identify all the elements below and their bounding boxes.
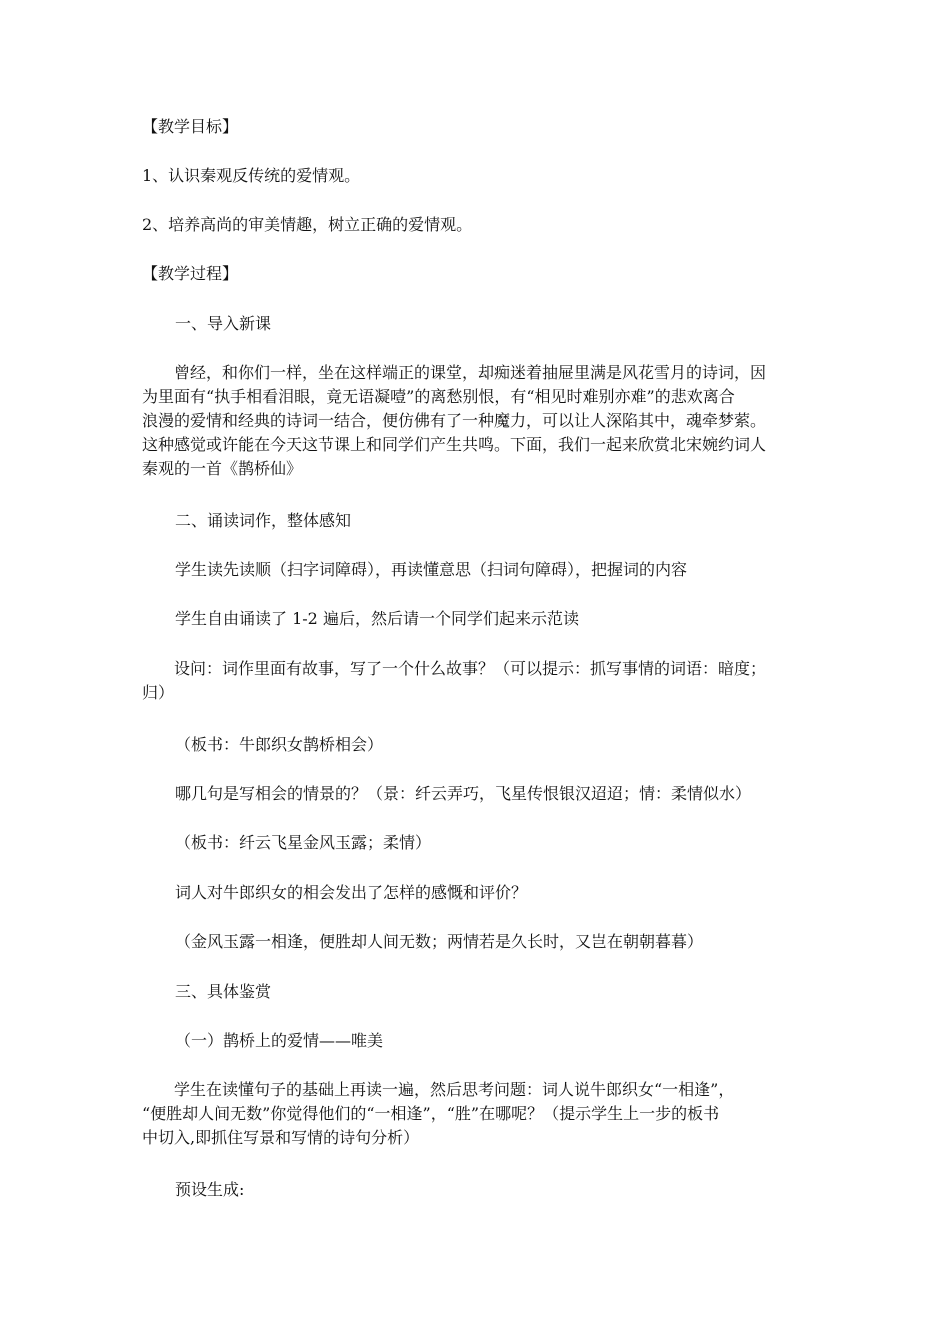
section-2-title: 二、诵读词作，整体感知	[175, 511, 352, 530]
intro-paragraph	[142, 361, 812, 481]
heading-teaching-goals: 【教学目标】	[142, 117, 239, 136]
question-1-line: 设问：词作里面有故事，写了一个什么故事？（可以提示：抓写事情的词语：暗度；	[142, 659, 767, 678]
analysis-line: “便胜却人间无数”你觉得他们的“一相逢”，“胜”在哪呢？（提示学生上一步的板书	[142, 1104, 720, 1123]
answer-3: （金风玉露一相逢，便胜却人间无数；两情若是久长时，又岂在朝朝暮暮）	[175, 932, 704, 951]
board-note-2: （板书：纤云飞星金风玉露；柔情）	[175, 833, 432, 852]
heading-teaching-process: 【教学过程】	[142, 264, 239, 283]
subsection-1-title: （一）鹊桥上的爱情——唯美	[175, 1031, 384, 1050]
analysis-line: 学生在读懂句子的基础上再读一遍，然后思考问题：词人说牛郎织女“一相逢”，	[142, 1080, 735, 1099]
question-3: 词人对牛郎织女的相会发出了怎样的感慨和评价？	[175, 883, 528, 902]
reading-aloud-note: 学生自由诵读了 1-2 遍后，然后请一个同学们起来示范读	[175, 609, 579, 628]
analysis-paragraph	[142, 1078, 812, 1150]
preset-label: 预设生成:	[175, 1180, 245, 1199]
intro-line: 为里面有“执手相看泪眼，竟无语凝噎”的离愁别恨，有“相见时难别亦难”的悲欢离合	[142, 387, 735, 406]
question-2: 哪几句是写相会的情景的？（景：纤云弄巧，飞星传恨银汉迢迢；情：柔情似水）	[175, 784, 752, 803]
intro-line: 浪漫的爱情和经典的诗词一结合，便仿佛有了一种魔力，可以让人深陷其中，魂牵梦萦。	[142, 411, 767, 430]
question-1-paragraph	[142, 657, 812, 705]
question-1-line: 归）	[142, 683, 175, 702]
intro-line: 秦观的一首《鹊桥仙》	[142, 459, 303, 478]
analysis-line: 中切入,即抓住写景和写情的诗句分析）	[142, 1128, 420, 1147]
reading-instruction: 学生读先读顺（扫字词障碍），再读懂意思（扫词句障碍），把握词的内容	[175, 560, 688, 579]
intro-line: 这种感觉或许能在今天这节课上和同学们产生共鸣。下面，我们一起来欣赏北宋婉约词人	[142, 435, 767, 454]
goal-item-2: 2、培养高尚的审美情趣，树立正确的爱情观。	[142, 215, 473, 234]
section-1-title: 一、导入新课	[175, 314, 272, 333]
section-3-title: 三、具体鉴赏	[175, 982, 272, 1001]
board-note-1: （板书：牛郎织女鹊桥相会）	[175, 735, 384, 754]
intro-line: 曾经，和你们一样，坐在这样端正的课堂，却痴迷着抽屉里满是风花雪月的诗词，因	[142, 363, 767, 382]
goal-item-1: 1、认识秦观反传统的爱情观。	[142, 166, 361, 185]
